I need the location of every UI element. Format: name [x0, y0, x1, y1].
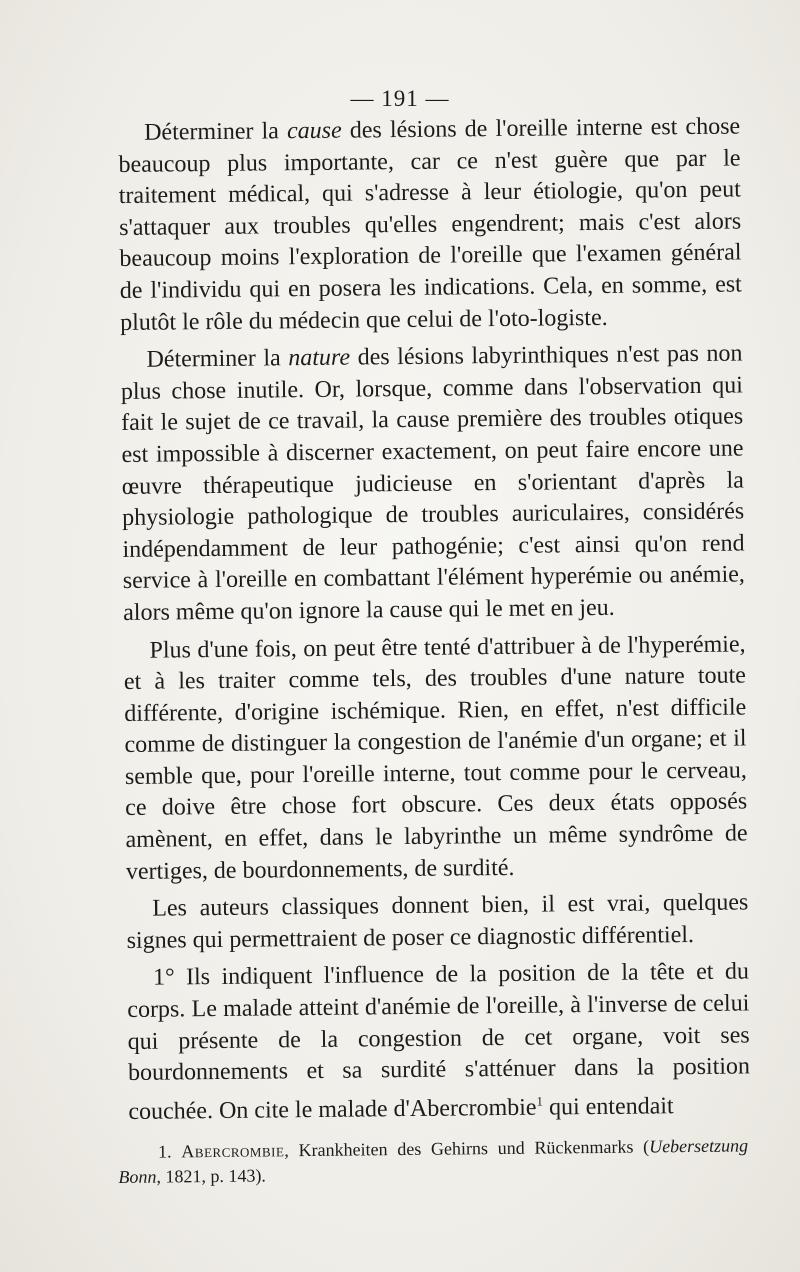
- paragraph-1-text-b: des lésions de l'oreille interne est chose beaucoup plus importante, car ce n'est guère que par le traitement médical, qui s'adresse à leur étiologie, qu'on peut s'attaquer aux troubles qu'elles engendrent; mais c'est alors beaucoup moins l'exploration de l'oreille que l'examen général de l'individu qui en posera les indications. Cela, en somme, est plutôt le rôle du médecin que celui de l'oto-logiste.: [118, 113, 742, 336]
- paragraph-5-text-b: qui entendait: [542, 1093, 674, 1121]
- footnote-citation: , 1821, p. 143).: [156, 1165, 266, 1187]
- footnote-marker: 1.: [158, 1141, 182, 1162]
- footnote-reference: 1: [536, 1093, 544, 1109]
- paragraph-3: Plus d'une fois, on peut être tenté d'attribuer à de l'hyperémie, et à les traiter comme tels, des troubles d'une nature toute différente, d'origine ischémique. Rien, en effet, n'est difficile comme de distinguer la congestion de l'anémie d'un organe; et il semble que, pour l'oreille interne, tout comme pour le cerveau, ce doive être chose fort obscure. Ces deux états opposés amènent, en effet, dans le labyrinthe un même syndrôme de vertiges, de bourdonnements, de surdité.: [123, 630, 748, 885]
- paragraph-4: Les auteurs classiques donnent bien, il est vrai, quelques signes qui permettraient de poser ce diagnostic différentiel.: [126, 889, 749, 954]
- paragraph-1-emphasis: cause: [286, 117, 342, 145]
- paragraph-1-text-a: Déterminer la: [144, 118, 288, 146]
- footnote-author: Abercrombie: [181, 1140, 285, 1162]
- paragraph-2-text-b: des lésions labyrinthiques n'est pas non plus chose inutile. Or, lorsque, comme dans l'observation qui fait le sujet de ce travail, la cause première des troubles otiques est impossible à discerner exactement, on peut faire encore une œuvre thérapeutique judicieuse en s'orientant d'après la physiologie pathologique de troubles auriculaires, considérés indépendamment de leur pathogénie; c'est ainsi qu'on rend service à l'oreille en combattant l'élément hyperémie ou anémie, alors même qu'on ignore la cause qui le met en jeu.: [120, 340, 745, 626]
- footnote-title: , Krankheiten des Gehirns und Rückenmarks (: [284, 1136, 650, 1161]
- footnote: [118, 1133, 748, 1190]
- footnote-text: [118, 1133, 748, 1190]
- footnote-edition: Uebersetzung Bonn: [118, 1135, 749, 1187]
- paragraph-2: [120, 339, 745, 630]
- paragraph-2-emphasis: nature: [288, 344, 351, 372]
- paragraph-2-text-a: Déterminer la: [146, 345, 289, 373]
- body-text: [118, 111, 751, 1134]
- paragraph-1: [118, 111, 742, 339]
- paragraph-5-text-a: 1° Ils indiquent l'influence de la position de la tête et du corps. Le malade atteint d'anémie de l'oreille, à l'inverse de celui qui présente de la congestion de cet organe, voit ses bourdonnements et sa surdité s'atténuer dans la position couchée. On cite le malade d'Abercrombie: [127, 958, 751, 1125]
- paragraph-5: [127, 957, 751, 1128]
- page-number: — 191 —: [350, 86, 450, 111]
